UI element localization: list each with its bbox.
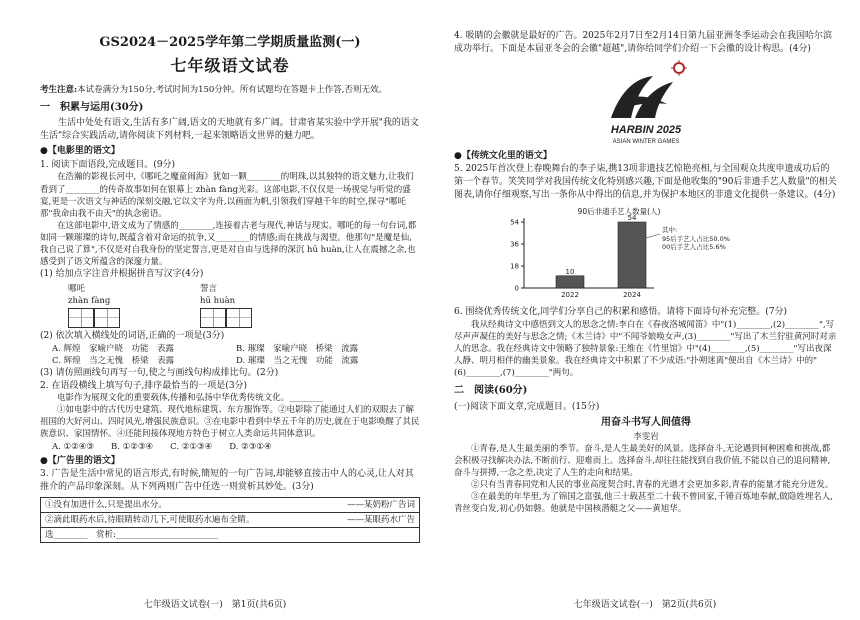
passage-paragraph-1: 在浩瀚的影视长河中,《哪吒之魔童闹海》犹如一颗________的明珠,以其独特的语文魅力,让我们看到了________的传奇故事如何在银幕上 zhàn fàng光彩。这部电影,不仅仅是一场视觉与听觉的盛宴,更是一次语文与神话的深刻交融,它以文字为舟,以画面为帆,引领我们穿越千年的时空,探寻"哪吒那"我命由我不由天"的执念密语。: [40, 172, 414, 219]
char-a: 哪吒: [68, 283, 86, 294]
essay-author: 李雯岩: [633, 431, 659, 442]
char-b: 誓言: [200, 283, 218, 294]
pinyin-item-b: [200, 283, 252, 328]
intro-paragraph: 生活中处处有语文,生活有多广阔,语文的天地就有多广阔。甘肃省某实验中学开展"我的语文生活"综合实践活动,请你阅读下列材料,一起来领略语文世界的魅力吧。: [40, 118, 419, 142]
ad-row-2: [41, 513, 419, 528]
question-6: 6. 围绕优秀传统文化,同学们分享自己的积累和感悟。请将下面诗句补充完整。(7分): [454, 307, 788, 318]
left-footer: 七年级语文试卷(一) 第1页(共6页): [143, 600, 287, 611]
option-b[interactable]: B. 璀璨 家喻户晓 桥梁 流露: [236, 343, 359, 354]
x-tick-label: 2024: [623, 290, 641, 299]
bar-value-label: 54: [627, 213, 637, 222]
ad-row-1: [41, 498, 419, 513]
question-2: 2. 在语段横线上填写句子,排序最恰当的一项是(3分): [40, 380, 248, 391]
annotation-line: 00后手艺人占比5.6%: [662, 242, 726, 251]
question-2-options[interactable]: A. ①②④③ B. ①②③④ C. ②①③④ D. ②③①④: [52, 441, 272, 452]
answer-boxes-b[interactable]: [200, 308, 252, 328]
question-3: 3. 广告是生活中常见的语言形式,有时候,簡短的一句广告词,却能够直接击中人的心灵,让人对其推介的产品印象深刻。从下列两则广告中任选一则赏析其妙处。(3分): [40, 469, 414, 493]
bar-value-label: 10: [565, 267, 575, 276]
ad-table: [40, 497, 420, 543]
question-1-1: (1) 给加点字注音并根据拼音写汉字(4分): [40, 268, 204, 279]
ad-answer-row[interactable]: [41, 528, 419, 542]
bar-chart: [484, 204, 754, 300]
bar-2022: [556, 275, 584, 287]
x-tick-label: 2022: [561, 290, 579, 299]
section-1-heading: 一 积累与运用(30分): [40, 102, 144, 114]
exam-title: 七年级语文试卷: [170, 56, 290, 76]
y-tick-label: 36: [510, 240, 519, 249]
chart-title: 90后非遗手艺人数量(人): [577, 206, 661, 216]
ad-2-text: ②滴此眼药水后,待眼睛转动几下,可使眼药水遍布全睛。: [45, 514, 255, 525]
options-1-2: [40, 343, 420, 367]
question-5: 5. 2025年首次登上春晚舞台的李子柒,携13项非遗技艺惊艳亮相,与全国观众共度申遗成功后的第一个春节。笑笑同学对我国传统文化特别感兴趣,下面是他收集的"90后非遗手艺人数量"的相关图表,请你仔细观察,写出一条你从中得出的信息,并为保护本地区的非遗文化提供一条建议。(4分): [454, 164, 837, 200]
option-a[interactable]: A. 辉煌 家喻户晓 功能 表露: [52, 343, 175, 354]
option-c[interactable]: C. 辉煌 当之无愧 桥梁 表露: [52, 355, 175, 366]
notice-label: 考生注意:: [40, 85, 78, 96]
right-page: [430, 0, 860, 620]
question-2-text: 电影作为展现文化的重要载体,传播和弘扬中华优秀传统文化。________: [57, 393, 324, 404]
ad-1-text: ①没有加进什么,只是提出水分。: [45, 499, 167, 510]
subsection-tradition: ●【传统文化里的语文】: [454, 150, 552, 161]
notice: [40, 84, 420, 96]
y-tick-label: 54: [510, 218, 519, 227]
question-4: 4. 吸睛的会徽就是最好的广告。2025年2月7日至2月14日第九届亚洲冬季运动会在我国哈尔滨成功举行。下面是本届亚冬会的会徽"超越",请你给同学们介绍一下会徽的设计构思。(4分): [454, 31, 832, 54]
harbin-logo: [454, 60, 838, 148]
question-1-3: (3) 请仿照画线句再写一句,使之与画线句构成排比句。(2分): [40, 367, 279, 378]
question-1: 1. 阅读下面语段,完成题目。(9分): [40, 159, 176, 170]
subsection-ads: ●【广告里的语文】: [40, 455, 120, 466]
essay-paragraph-1: ①青春,是人生最美丽的季节。奋斗,是人生最美好的风景。选择奋斗,无论遇到何种困难和挑战,都会积极寻找解决办法,不断前行、迎难而上。选择奋斗,却往往能找到自我价值,不能以自己的追问精神,奋斗与拼搏,一念之差,决定了人生的走向和结果。: [454, 443, 831, 478]
logo-sub-text: ASIAN WINTER GAMES: [612, 138, 680, 145]
question-2-items: ①如电影中的古代历史建筑、现代地标建筑、东方服饰等。②电影除了能通过人们的双眼去了解祖国的大好河山、四时风光,增强民族意识。③在电影中看到中华五千年的历史,就在于电影唤醒了其民族意识、家国情怀。④还能间接体现地方特色于树立人类命运共同体意识。: [40, 405, 420, 440]
ad-1-source: ——某奶粉广告词: [346, 499, 415, 510]
pinyin-row: [40, 283, 420, 328]
essay-paragraph-3: ③在最美的年华里,为了锦国之富强,他三十载甚至二十载不曾回家,千锤百炼地奉献,做隐姓埋名人,青丝变白发,初心仍如磐。他就是中国核潜艇之父——黄旭华。: [454, 491, 834, 514]
pinyin-b: hū huàn: [200, 295, 236, 306]
annotation-leader: [646, 234, 660, 238]
section-2-heading: 二 阅读(60分): [454, 385, 528, 397]
notice-text: 本试卷满分为150分,考试时间为150分钟。所有试题均在答题卡上作答,否则无效。: [77, 85, 387, 96]
logo-main-text: HARBIN 2025: [610, 123, 682, 136]
ad-answer-line[interactable]: 选________ 赏析:________________________: [45, 530, 218, 541]
question-1-2: (2) 依次填入横线处的词语,正确的一项是(3分): [40, 330, 225, 341]
ad-2-source: ——某眼药水广告: [346, 514, 415, 525]
question-6-text: 我从经典诗文中感悟到文人的思念之情:李白在《春夜洛城闻笛》中"(1)________,(2)________",写尽声声凝住的美好与思念之情;《木兰诗》中"不闻爷娘唤女声,(3)________"写出了木兰狞驻黄河时对亲人的思念。我在经典诗文中领略了独特景象:王维在《竹里馆》中"(4)________,(5)________"写出夜深人静、明月相伴的幽美景象。我在经典诗文中积累了不少成语:"扑朔迷离"便出自《木兰诗》中的"(6)________,(7)________"两句。: [454, 320, 837, 379]
reading-question: (一)阅读下面文章,完成题目。(15分): [454, 401, 600, 412]
answer-boxes-a[interactable]: [68, 308, 120, 328]
essay-paragraph-2: ②只有当青春同党和人民的事业高度契合时,青春的光谱才会更加多彩,青春的能量才能充分迸发。: [471, 479, 834, 490]
right-footer: 七年级语文试卷(一) 第2页(共6页): [573, 600, 717, 611]
y-tick-label: 18: [510, 262, 519, 271]
exam-code: GS2024－2025学年第二学期质量监测(一): [99, 35, 361, 50]
annotation-title: 其中:: [662, 225, 678, 234]
subsection-movie: ●【电影里的语文】: [40, 145, 120, 156]
essay-title: 用奋斗书写人间值得: [601, 417, 691, 429]
bar-2024: [618, 222, 646, 288]
y-tick-label: 0: [514, 284, 519, 293]
passage-paragraph-2: 在这部电影中,语文成为了情感的________,连接着古老与现代,神话与现实。哪吒的每一句台词,都如同一颗璀璨的诗句,既蕴含着对命运的抗争,又________的情感;而在挑战与渴望。他那句"是魔是仙,我自己说了算",不仅是对自我身份的坚定誓言,更是对自由与选择的深沉 hū huàn,让人在震撼之余,也感受到了语文所蕴含的深邃力量。: [40, 220, 417, 267]
annotation-line: 95后手艺人占比50.0%: [662, 234, 730, 243]
pinyin-a: zhàn fàng: [68, 295, 111, 306]
chart: [484, 204, 838, 305]
option-d[interactable]: D. 璀璨 当之无愧 功能 流露: [236, 355, 359, 366]
pinyin-item-a: [68, 283, 120, 328]
harbin-emblem-icon: [591, 60, 701, 148]
